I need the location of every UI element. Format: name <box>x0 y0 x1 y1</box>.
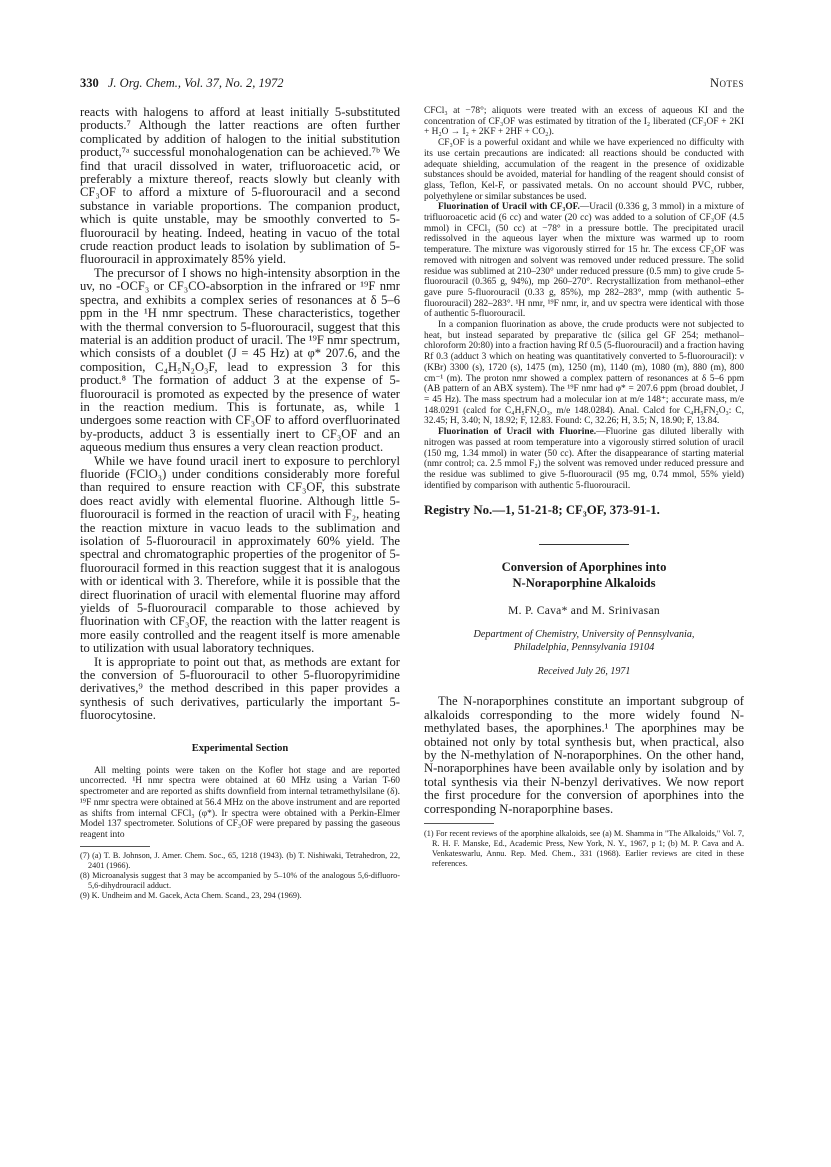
runin-heading: Fluorination of Uracil with CF₃OF. <box>438 202 580 213</box>
footnote-divider <box>80 846 150 847</box>
body-paragraph: reacts with halogens to afford at least initially 5-substituted products.⁷ Although the latter reactions are often further complicated by addition of halogen to the initial substitution product,⁷ᵃ successful monohalogenation can be achieved.⁷ᵇ We find that uracil dissolved in water, trifluoroacetic acid, or preferably a mixture thereof, reacts slowly but cleanly with CF₃OF to afford a mixture of 5-fluorouracil and a second substance in variable proportions. The companion product, which is quite unstable, may be smoothly converted to 5-fluorouracil by heating. Indeed, heating in vacuo of the total crude reaction product leads to isolation by sublimation of 5-fluorouracil in approximately 85% yield. <box>80 105 400 267</box>
title-line: N-Noraporphine Alkaloids <box>512 576 656 591</box>
experimental-paragraph <box>424 202 744 320</box>
author-affiliation <box>424 629 744 654</box>
page-number: 330 <box>80 76 99 90</box>
left-column <box>80 106 400 901</box>
experimental-paragraph: In a companion fluorination as above, the crude products were not subjected to heat, but instead separated by preparative tlc (silica gel GF 254; methanol–chloroform 20:80) into a fraction having Rf 0.5 (5-fluorouracil) and a fraction having Rf 0.3 (adduct 3 which on heating was quantitatively converted to 5-fluorouracil): ν (KBr) 3300 (s), 1720 (s), 1475 (m), 1250 (m), 1140 (m), 1080 (m), 880 (m), 800 cm⁻¹ (m). The proton nmr showed a complex pattern of resonances at δ 5–6 ppm (AB pattern of an ABX system). The ¹⁹F nmr had φ* = 207.6 ppm (broad doublet, J = 45 Hz). The mass spectrum had a molecular ion at m/e 148⁺; accurate mass, m/e 148.0291 (calcd for C₄H₅FN₂O₃, m/e 148.0284). Anal. Calcd for C₄H₅FN₂O₃: C, 32.45; H, 3.40; N, 18.92; F, 12.83. Found: C, 32.26; H, 3.5; N, 18.90; F, 13.84. <box>424 320 744 427</box>
experimental-paragraph: CF₃OF is a powerful oxidant and while we have experienced no difficulty with its use certain precautions are indicated: all reactions should be conducted with adequate shielding, accumulation of the reagent in the presence of oxidizable substances should be avoided, material for handling of the reagent should consist of glass, Teflon, Kel-F, or passivated metals. On no account should PVC, rubber, polyethylene or similar substances be used. <box>424 138 744 202</box>
body-paragraph: The precursor of I shows no high-intensity absorption in the uv, no -OCF₃ or CF₃CO-absorption in the infrared or ¹⁹F nmr spectra, and exhibits a complex series of resonances at δ 5–6 ppm in the ¹H nmr spectrum. These characteristics, together with the thermal conversion to 5-fluorouracil, suggest that this material is an addition product of uracil. The ¹⁹F nmr spectrum, which consists of a doublet (J = 45 Hz) at φ* 207.6, and the composition, C₄H₅N₂O₃F, lead to expression 3 for this product.⁸ The formation of adduct 3 at the expense of 5-fluorouracil is promoted as expected by the presence of water in the reaction medium. This is fortunate, as, while 1 undergoes some reaction with CF₃OF to afford overfluorinated by-products, adduct 3 is essentially inert to CF₃OF and an aqueous medium thus ensures a very clean reaction product. <box>80 265 400 455</box>
body-paragraph: It is appropriate to point out that, as methods are extant for the conversion of 5-fluorouracil to other 5-fluoropyrimidine derivatives,⁹ the method described in this paper provides a synthesis of such derivatives, particularly the important 5-fluorocytosine. <box>80 654 400 723</box>
body-paragraph: While we have found uracil inert to exposure to perchloryl fluoride (FClO₃) under conditions considerably more foreful than required to ensure reaction with CF₃OF, this substrate does react avidly with elemental fluorine. Although little 5-fluorouracil is formed in the reaction of uracil with F₂, heating the reaction mixture in vacuo leads to the sublimation and isolation of 5-fluorouracil in approximately 60% yield. The spectral and chromatographic properties of the progenitor of 5-fluorouracil formed in this reaction suggest that it is analogous with or identical with 3. Therefore, while it is possible that the direct fluorination of uracil with elemental fluorine may afford yields of 5-fluorouracil comparable to those achieved by fluorination with CF₃OF, the reaction with the latter reagent is more easily controlled and the reagent itself is more amenable to utilization with usual laboratory techniques. <box>80 453 400 656</box>
registry-values: 51-21-8; CF₃OF, 373-91-1. <box>517 503 660 518</box>
article-authors: M. P. Cava* and M. Srinivasan <box>508 605 660 618</box>
registry-numbers <box>424 503 744 518</box>
header-left <box>80 76 283 91</box>
paragraph-text: —Uracil (0.336 g, 3 mmol) in a mixture of trifluoroacetic acid (6 cc) and water (20 cc) was added to a solution of CF₃OF (4.5 mmol) in CFCl₃ (50 cc) at −78° in a pressure bottle. The precipitated uracil redissolved in the aqueous layer when the mixture was warmed up to room temperature. The mixture was vigorously stirred for 15 hr. The excess CF₃OF was removed with nitrogen and solvent was removed under reduced pressure. The solid residue was sublimed at 210–230° under reduced pressure (0.5 mm) to give crude 5-fluorouracil (0.365 g, 94%), mp 260–270°. Recrystallization from methanol–ether gave pure 5-fluorouracil (0.33 g, 85%), mp 282–283°, mmp (with authentic 5-fluorouracil) 282–283°. ¹H nmr, ¹⁹F nmr, ir, and uv spectra were identical with those of authentic 5-fluorouracil. <box>424 202 744 320</box>
footnote: (7) (a) T. B. Johnson, J. Amer. Chem. Soc., 65, 1218 (1943). (b) T. Nishiwaki, Tetrahedron, 22, 2401 (1966). <box>80 850 400 870</box>
footnote: (1) For recent reviews of the aporphine alkaloids, see (a) M. Shamma in "The Alkaloids," Vol. 7, R. H. F. Manske, Ed., Academic Press, New York, N. Y., 1967, p 1; (b) M. P. Cava and A. Venkateswarlu, Annu. Rep. Med. Chem., 331 (1968). Earlier reviews are cited in these references. <box>424 828 744 868</box>
title-line: Conversion of Aporphines into <box>501 560 667 575</box>
article-title <box>424 559 744 591</box>
article-separator <box>539 544 629 545</box>
experimental-paragraph: All melting points were taken on the Kofler hot stage and are reported uncorrected. ¹H nmr spectra were obtained at 60 MHz using a Varian T-60 spectrometer and are reported as shifts downfield from internal tetramethylsilane (δ). ¹⁹F nmr spectra were obtained at 56.4 MHz on the above instrument and are reported as shifts from internal CFCl₃ (φ*). Ir spectra were obtained with a Perkin-Elmer Model 137 spectrometer. Solutions of CF₃OF were prepared by passing the gaseous reagent into <box>80 765 400 840</box>
footnote: (8) Microanalysis suggest that 3 may be accompanied by 5–10% of the analogous 5,6-difluoro-5,6-dihydrouracil adduct. <box>80 870 400 890</box>
section-label: Notes <box>709 76 744 90</box>
registry-label: Registry No.—1, <box>424 503 515 518</box>
received-date: Received July 26, 1971 <box>537 666 631 678</box>
running-header <box>80 76 744 94</box>
affiliation-line: Philadelphia, Pennsylvania 19104 <box>513 641 655 653</box>
affiliation-line: Department of Chemistry, University of Pennsylvania, <box>473 629 695 641</box>
footnote: (9) K. Undheim and M. Gacek, Acta Chem. Scand., 23, 294 (1969). <box>80 890 302 900</box>
experimental-paragraph <box>424 427 744 491</box>
experimental-paragraph: CFCl₃ at −78°; aliquots were treated with an excess of aqueous KI and the concentration of CF₃OF was estimated by titration of the I₂ liberated (CF₃OF + 2KI + H₂O → I₂ + 2KF + 2HF + CO₂). <box>424 106 744 138</box>
footnote-divider <box>424 823 494 824</box>
runin-heading: Fluorination of Uracil with Fluorine. <box>438 427 597 438</box>
right-column <box>424 106 744 869</box>
journal-citation: J. Org. Chem., Vol. 37, No. 2, 1972 <box>107 76 284 90</box>
paragraph-text: —Fluorine gas diluted liberally with nitrogen was passed at room temperature into a vigorously stirred solution of uracil (150 mg, 1.34 mmol) in water (50 cc). After the disappearance of starting material (nmr control; ca. 2.5 mmol F₂) the solvent was removed under reduced pressure and the residue was sublimed to give 5-fluorouracil (95 mg, 0.74 mmol, 55% yield) identified by comparison with authentic 5-fluorouracil. <box>424 427 744 491</box>
body-paragraph: The N-noraporphines constitute an important subgroup of alkaloids corresponding to the more widely found N-methylated bases, the aporphines.¹ The aporphines may be obtained not only by total synthesis but, when practical, also by the N-methylation of N-noraporphines. On the other hand, N-noraporphines have been available only by isolation and by total synthesis via their N-benzyl derivatives. We now report the first procedure for the conversion of aporphines into the corresponding N-noraporphine bases. <box>424 694 744 816</box>
experimental-section-heading: Experimental Section <box>191 742 289 754</box>
